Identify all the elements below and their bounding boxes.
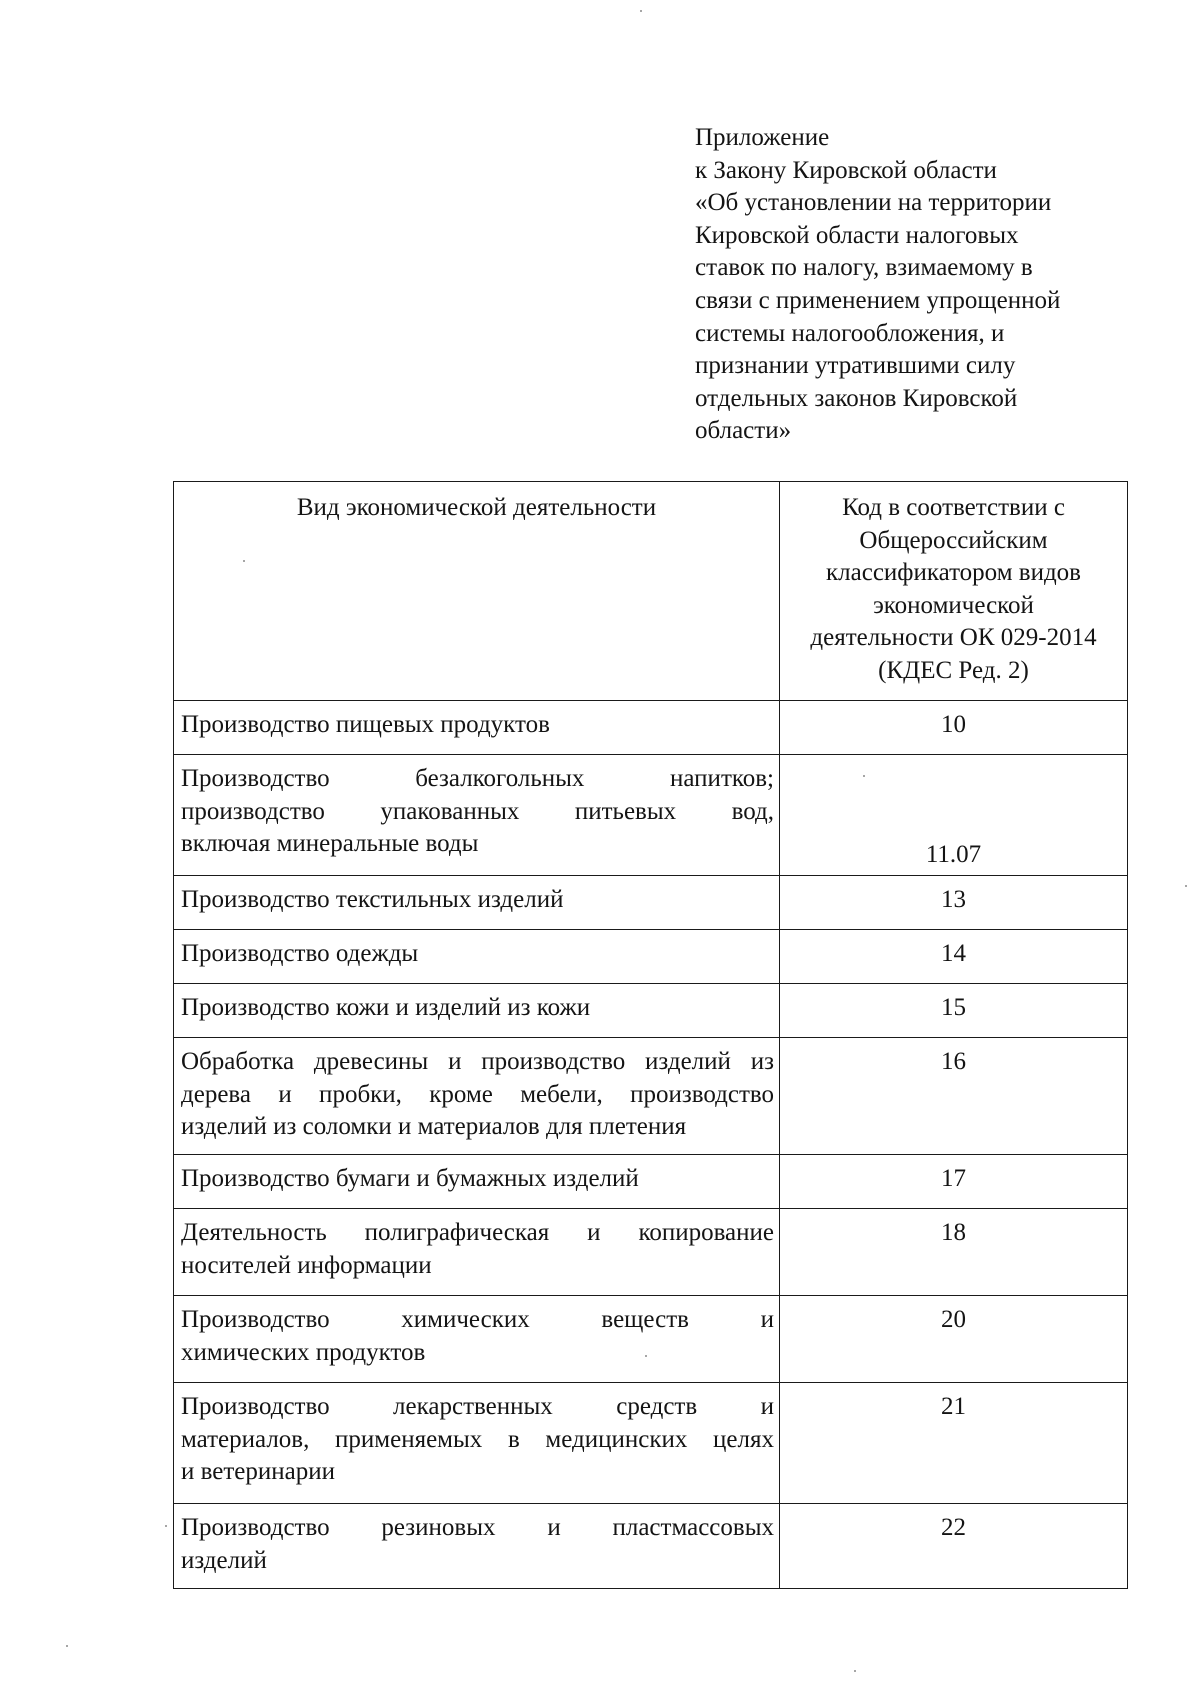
header-code-line: деятельности ОК 029-2014 <box>810 624 1097 651</box>
activity-code: 17 <box>780 1155 1128 1209</box>
activity-line: носителей информации <box>181 1251 432 1279</box>
table-row <box>174 1209 1128 1296</box>
table-row <box>174 755 1128 876</box>
annex-line: признании утратившими силу <box>695 352 1016 380</box>
activity-code: 20 <box>780 1296 1128 1383</box>
header-code-line: Общероссийским <box>859 526 1048 554</box>
activity-code: 14 <box>780 930 1128 984</box>
table-row <box>174 930 1128 984</box>
annex-line: Приложение <box>695 124 830 151</box>
activity-code: 10 <box>780 701 1128 755</box>
activity-line: Производство химических веществ и <box>181 1306 774 1333</box>
activity-code: 18 <box>780 1209 1128 1296</box>
activity-line: Производство одежды <box>181 940 419 967</box>
activity-name <box>174 1296 780 1383</box>
annex-line: связи с применением упрощенной <box>695 286 1061 314</box>
table-row <box>174 701 1128 755</box>
scan-speck <box>1185 885 1187 887</box>
activity-line: химических продуктов <box>181 1338 426 1366</box>
annex-line: «Об установлении на территории <box>695 189 1052 217</box>
activity-line: Обработка древесины и производство изделий из <box>181 1048 774 1075</box>
activity-code: 15 <box>780 984 1128 1038</box>
activity-line: дерева и пробки, кроме мебели, производство <box>181 1080 774 1108</box>
table-row <box>174 984 1128 1038</box>
activity-line: производство упакованных питьевых вод, <box>181 797 774 825</box>
activity-line: Производство безалкогольных напитков; <box>181 765 774 792</box>
activity-code: 13 <box>780 876 1128 930</box>
activity-line: Производство кожи и изделий из кожи <box>181 994 591 1021</box>
annex-line: Кировской области налоговых <box>695 221 1019 249</box>
scan-speck <box>863 775 865 777</box>
activity-code: 22 <box>780 1504 1128 1589</box>
activity-name <box>174 1155 780 1209</box>
activity-name <box>174 1209 780 1296</box>
activity-line: включая минеральные воды <box>181 830 479 857</box>
activity-code: 16 <box>780 1038 1128 1155</box>
activity-code: 21 <box>780 1383 1128 1504</box>
scan-speck <box>165 1525 167 1527</box>
annex-line: к Закону Кировской области <box>695 156 997 184</box>
activity-name <box>174 930 780 984</box>
activity-name <box>174 755 780 876</box>
activity-name <box>174 701 780 755</box>
activity-name <box>174 1383 780 1504</box>
activity-line: и ветеринарии <box>181 1458 336 1485</box>
activity-name <box>174 984 780 1038</box>
activity-line: Производство текстильных изделий <box>181 886 564 913</box>
table-row <box>174 1504 1128 1589</box>
table-row <box>174 1155 1128 1209</box>
table-header-row <box>174 482 1128 701</box>
activity-name <box>174 876 780 930</box>
annex-line: области» <box>695 417 792 445</box>
activity-line: Производство лекарственных средств и <box>181 1393 774 1420</box>
table-row <box>174 876 1128 930</box>
activity-table <box>173 481 1128 1589</box>
header-code-line: экономической <box>873 591 1034 619</box>
header-code <box>780 482 1128 701</box>
table-row <box>174 1383 1128 1504</box>
activity-line: Деятельность полиграфическая и копирование <box>181 1219 774 1246</box>
scan-speck <box>854 1670 856 1672</box>
header-code-line: Код в соответствии с <box>842 494 1065 521</box>
activity-line: Производство пищевых продуктов <box>181 711 550 738</box>
table-row <box>174 1038 1128 1155</box>
activity-name <box>174 1504 780 1589</box>
header-code-line: (КДЕС Ред. 2) <box>878 656 1029 684</box>
scan-speck <box>640 10 642 12</box>
header-code-line: классификатором видов <box>826 559 1081 586</box>
header-activity: Вид экономической деятельности <box>174 482 780 701</box>
activity-line: Производство резиновых и пластмассовых <box>181 1514 774 1541</box>
activity-code: 11.07 <box>780 755 1128 876</box>
annex-heading <box>695 122 1125 448</box>
annex-line: отдельных законов Кировской <box>695 384 1018 412</box>
scan-speck <box>66 1645 68 1647</box>
scan-speck <box>645 1355 647 1357</box>
activity-line: материалов, применяемых в медицинских целях <box>181 1425 774 1453</box>
scan-speck <box>243 560 245 562</box>
activity-line: Производство бумаги и бумажных изделий <box>181 1165 639 1192</box>
annex-line: ставок по налогу, взимаемому в <box>695 254 1033 282</box>
annex-line: системы налогообложения, и <box>695 319 1005 347</box>
activity-name <box>174 1038 780 1155</box>
table-row <box>174 1296 1128 1383</box>
activity-line: изделий <box>181 1546 267 1574</box>
activity-line: изделий из соломки и материалов для плетения <box>181 1113 687 1140</box>
